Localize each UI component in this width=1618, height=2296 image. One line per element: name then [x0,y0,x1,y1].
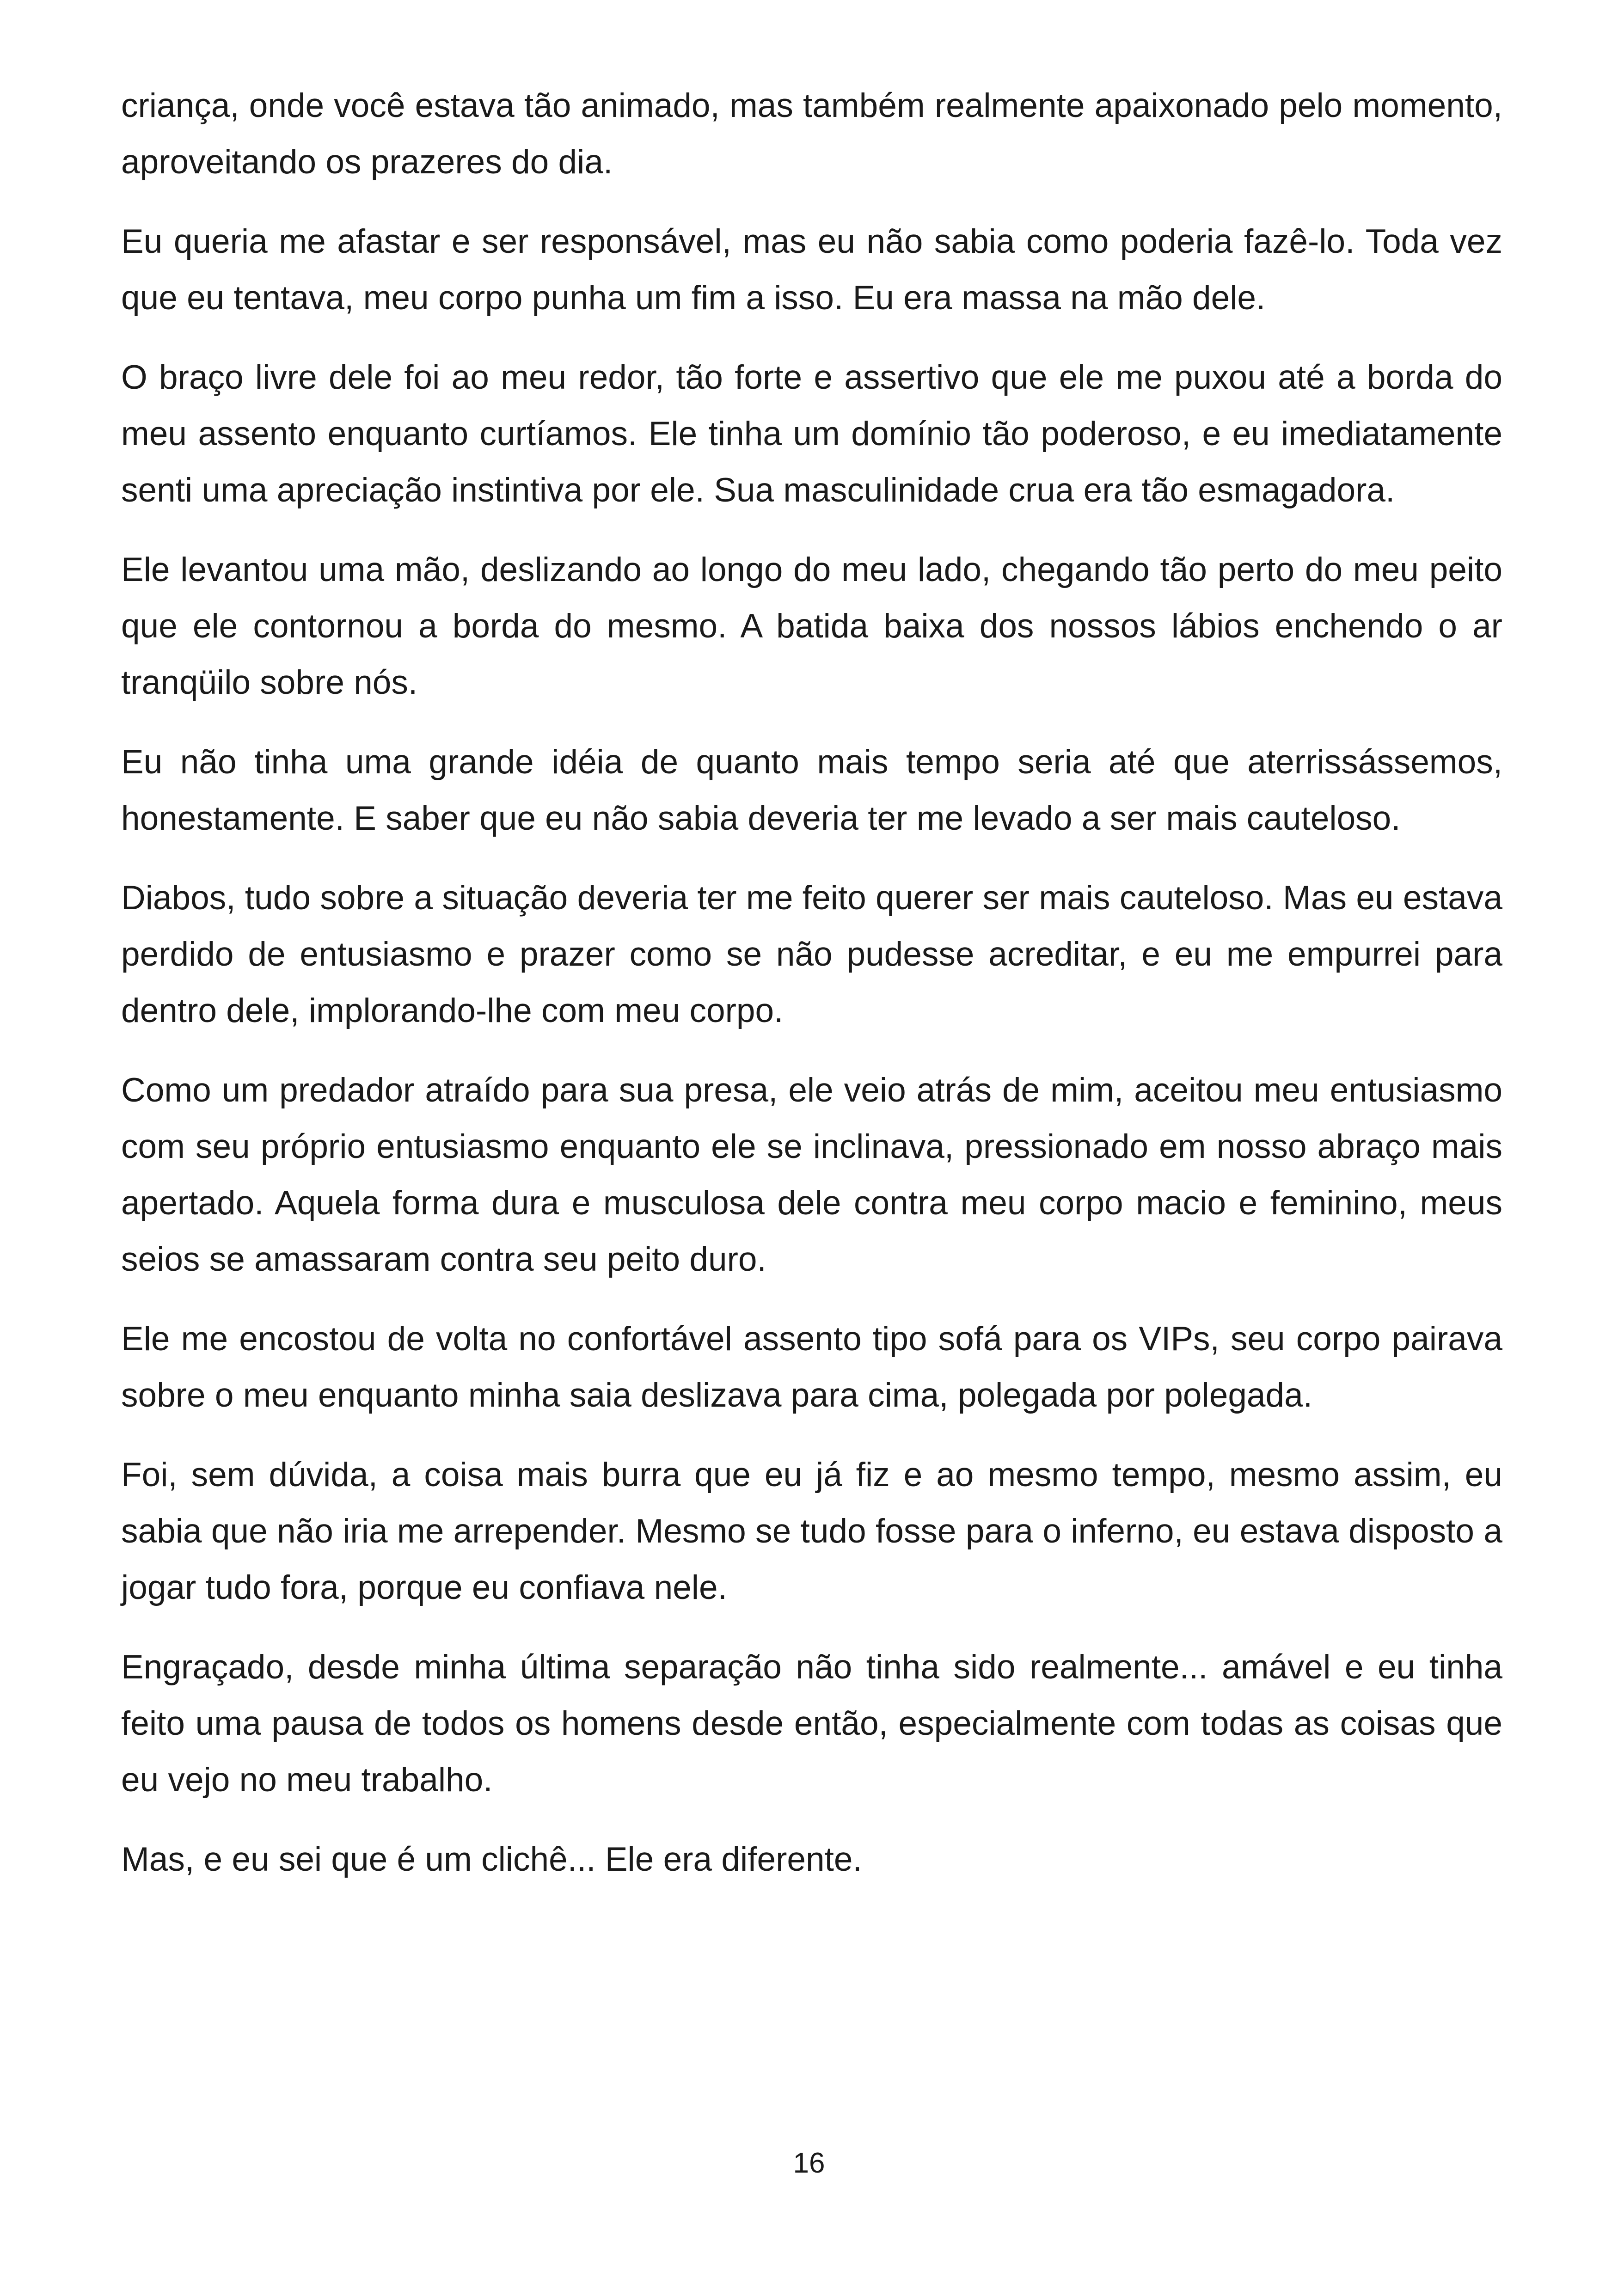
paragraph-10: Engraçado, desde minha última separação não tinha sido realmente... amável e eu tinha feito uma pausa de todos os homens desde então, especialmente com todas as coisas que eu vejo no meu trabalho. [121,1648,1502,1799]
paragraph-5: Eu não tinha uma grande idéia de quanto mais tempo seria até que aterrissássemos, honestamente. E saber que eu não sabia deveria ter me levado a ser mais cauteloso. [121,743,1502,837]
paragraph-3: O braço livre dele foi ao meu redor, tão forte e assertivo que ele me puxou até a borda do meu assento enquanto curtíamos. Ele tinha um domínio tão poderoso, e eu imediatamente senti uma apreciação instintiva por ele. Sua masculinidade crua era tão esmagadora. [121,359,1502,509]
page-number: 16 [793,2147,825,2179]
paragraph-6: Diabos, tudo sobre a situação deveria ter me feito querer ser mais cauteloso. Mas eu estava perdido de entusiasmo e prazer como se não pudesse acreditar, e eu me empurrei para dentro dele, implorando-lhe com meu corpo. [121,879,1502,1029]
paragraph-2: Eu queria me afastar e ser responsável, mas eu não sabia como poderia fazê-lo. Toda vez que eu tentava, meu corpo punha um fim a isso. Eu era massa na mão dele. [121,223,1502,317]
paragraph-8: Ele me encostou de volta no confortável assento tipo sofá para os VIPs, seu corpo pairava sobre o meu enquanto minha saia deslizava para cima, polegada por polegada. [121,1320,1502,1414]
paragraph-1: criança, onde você estava tão animado, mas também realmente apaixonado pelo momento, aproveitando os prazeres do dia. [121,87,1502,181]
paragraph-7: Como um predador atraído para sua presa, ele veio atrás de mim, aceitou meu entusiasmo com seu próprio entusiasmo enquanto ele se inclinava, pressionado em nosso abraço mais apertado. Aquela forma dura e musculosa dele contra meu corpo macio e feminino, meus seios se amassaram contra seu peito duro. [121,1071,1502,1278]
paragraph-9: Foi, sem dúvida, a coisa mais burra que eu já fiz e ao mesmo tempo, mesmo assim, eu sabia que não iria me arrepender. Mesmo se tudo fosse para o inferno, eu estava disposto a jogar tudo fora, porque eu confiava nele. [121,1456,1502,1606]
paragraph-4: Ele levantou uma mão, deslizando ao longo do meu lado, chegando tão perto do meu peito que ele contornou a borda do mesmo. A batida baixa dos nossos lábios enchendo o ar tranqüilo sobre nós. [121,551,1502,701]
body-text [121,78,1502,1911]
paragraph-11: Mas, e eu sei que é um clichê... Ele era diferente. [121,1841,862,1878]
